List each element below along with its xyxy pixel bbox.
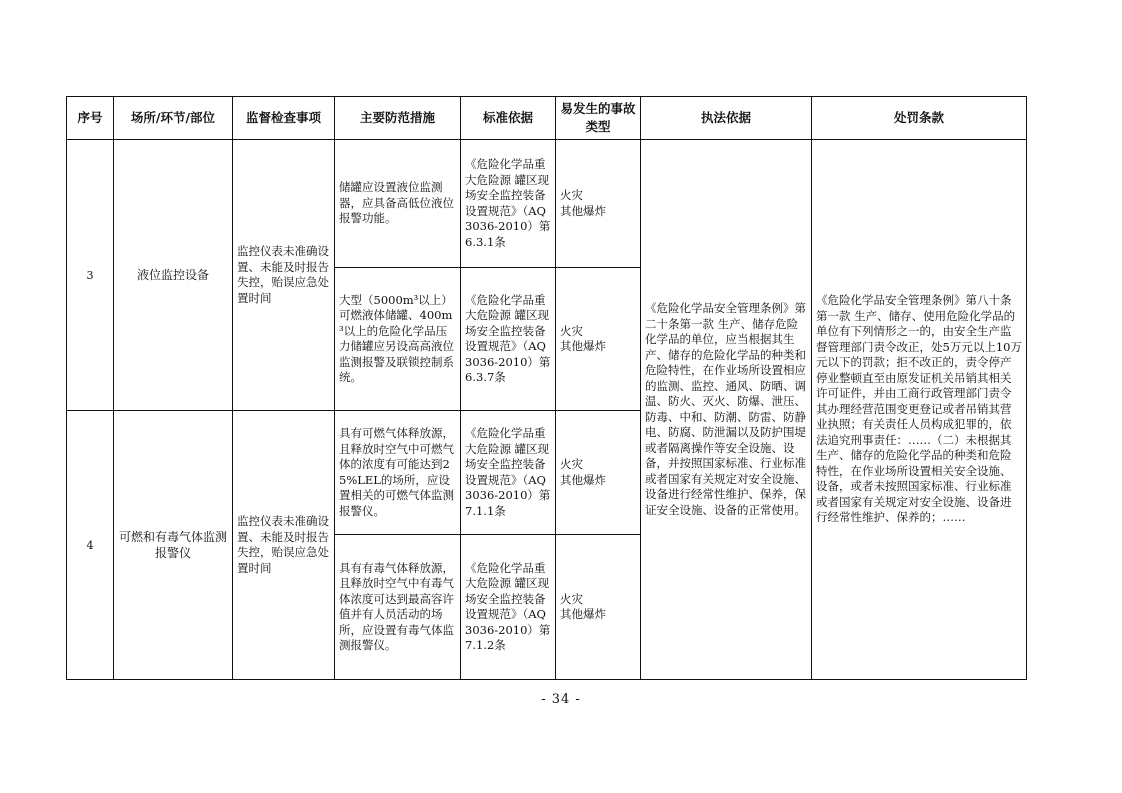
row-measure: 具有可燃气体释放源，且释放时空气中可燃气体的浓度有可能达到25%LEL的场所，应设置相关的可燃气体监测报警仪。 <box>335 411 461 535</box>
row-measure: 大型（5000m³以上）可燃液体储罐、400m³以上的危险化学品压力储罐应另设高高液位监测报警及联锁控制系统。 <box>335 268 461 411</box>
row-standard: 《危险化学品重大危险源 罐区现场安全监控装备设置规范》（AQ 3036-2010）第7.1.2条 <box>461 535 556 680</box>
header-penalty: 处罚条款 <box>812 97 1027 140</box>
row-measure: 具有有毒气体释放源，且释放时空气中有毒气体浓度可达到最高容许值并有人员活动的场所，应设置有毒气体监测报警仪。 <box>335 535 461 680</box>
table-row <box>67 140 1027 268</box>
header-row <box>67 97 1027 140</box>
regulation-table <box>66 96 1027 680</box>
header-standard: 标准依据 <box>461 97 556 140</box>
row-accident: 火灾 其他爆炸 <box>556 140 641 268</box>
row-place: 可燃和有毒气体监测报警仪 <box>114 411 233 680</box>
header-item: 监督检查事项 <box>233 97 335 140</box>
header-seq: 序号 <box>67 97 114 140</box>
law-basis-cell: 《危险化学品安全管理条例》第二十条第一款 生产、储存危险化学品的单位，应当根据其生产、储存的危险化学品的种类和危险特性，在作业场所设置相应的监测、监控、通风、防晒、调温、防火、灭火、防爆、泄压、防毒、中和、防潮、防雷、防静电、防腐、防泄漏以及防护围堤或者隔离操作等安全设施、设备，并按照国家标准、行业标准或者国家有关规定对安全设施、设备进行经常性维护、保养，保证安全设施、设备的正常使用。 <box>641 140 812 680</box>
row-accident: 火灾 其他爆炸 <box>556 411 641 535</box>
header-place: 场所/环节/部位 <box>114 97 233 140</box>
row-accident: 火灾 其他爆炸 <box>556 268 641 411</box>
penalty-cell: 《危险化学品安全管理条例》第八十条第一款 生产、储存、使用危险化学品的单位有下列情形之一的，由安全生产监督管理部门责令改正，处5万元以上10万元以下的罚款；拒不改正的，责令停产停业整顿直至由原发证机关吊销其相关许可证件，并由工商行政管理部门责令其办理经营范围变更登记或者吊销其营业执照；有关责任人员构成犯罪的，依法追究刑事责任：……（二）未根据其生产、储存的危险化学品的种类和危险特性，在作业场所设置相关安全设施、设备，或者未按照国家标准、行业标准或者国家有关规定对安全设施、设备进行经常性维护、保养的；…… <box>812 140 1027 680</box>
row-standard: 《危险化学品重大危险源 罐区现场安全监控装备设置规范》（AQ 3036-2010）第6.3.1条 <box>461 140 556 268</box>
row-seq: 3 <box>67 140 114 411</box>
row-standard: 《危险化学品重大危险源 罐区现场安全监控装备设置规范》（AQ 3036-2010）第7.1.1条 <box>461 411 556 535</box>
row-seq: 4 <box>67 411 114 680</box>
row-item: 监控仪表未准确设置、未能及时报告失控，贻误应急处置时间 <box>233 140 335 411</box>
header-measures: 主要防范措施 <box>335 97 461 140</box>
row-place: 液位监控设备 <box>114 140 233 411</box>
row-accident: 火灾 其他爆炸 <box>556 535 641 680</box>
row-measure: 储罐应设置液位监测器，应具备高低位液位报警功能。 <box>335 140 461 268</box>
page-number: - 34 - <box>541 692 581 707</box>
header-law: 执法依据 <box>641 97 812 140</box>
row-item: 监控仪表未准确设置、未能及时报告失控，贻误应急处置时间 <box>233 411 335 680</box>
row-standard: 《危险化学品重大危险源 罐区现场安全监控装备设置规范》（AQ 3036-2010）第6.3.7条 <box>461 268 556 411</box>
header-accident: 易发生的事故类型 <box>556 97 641 140</box>
